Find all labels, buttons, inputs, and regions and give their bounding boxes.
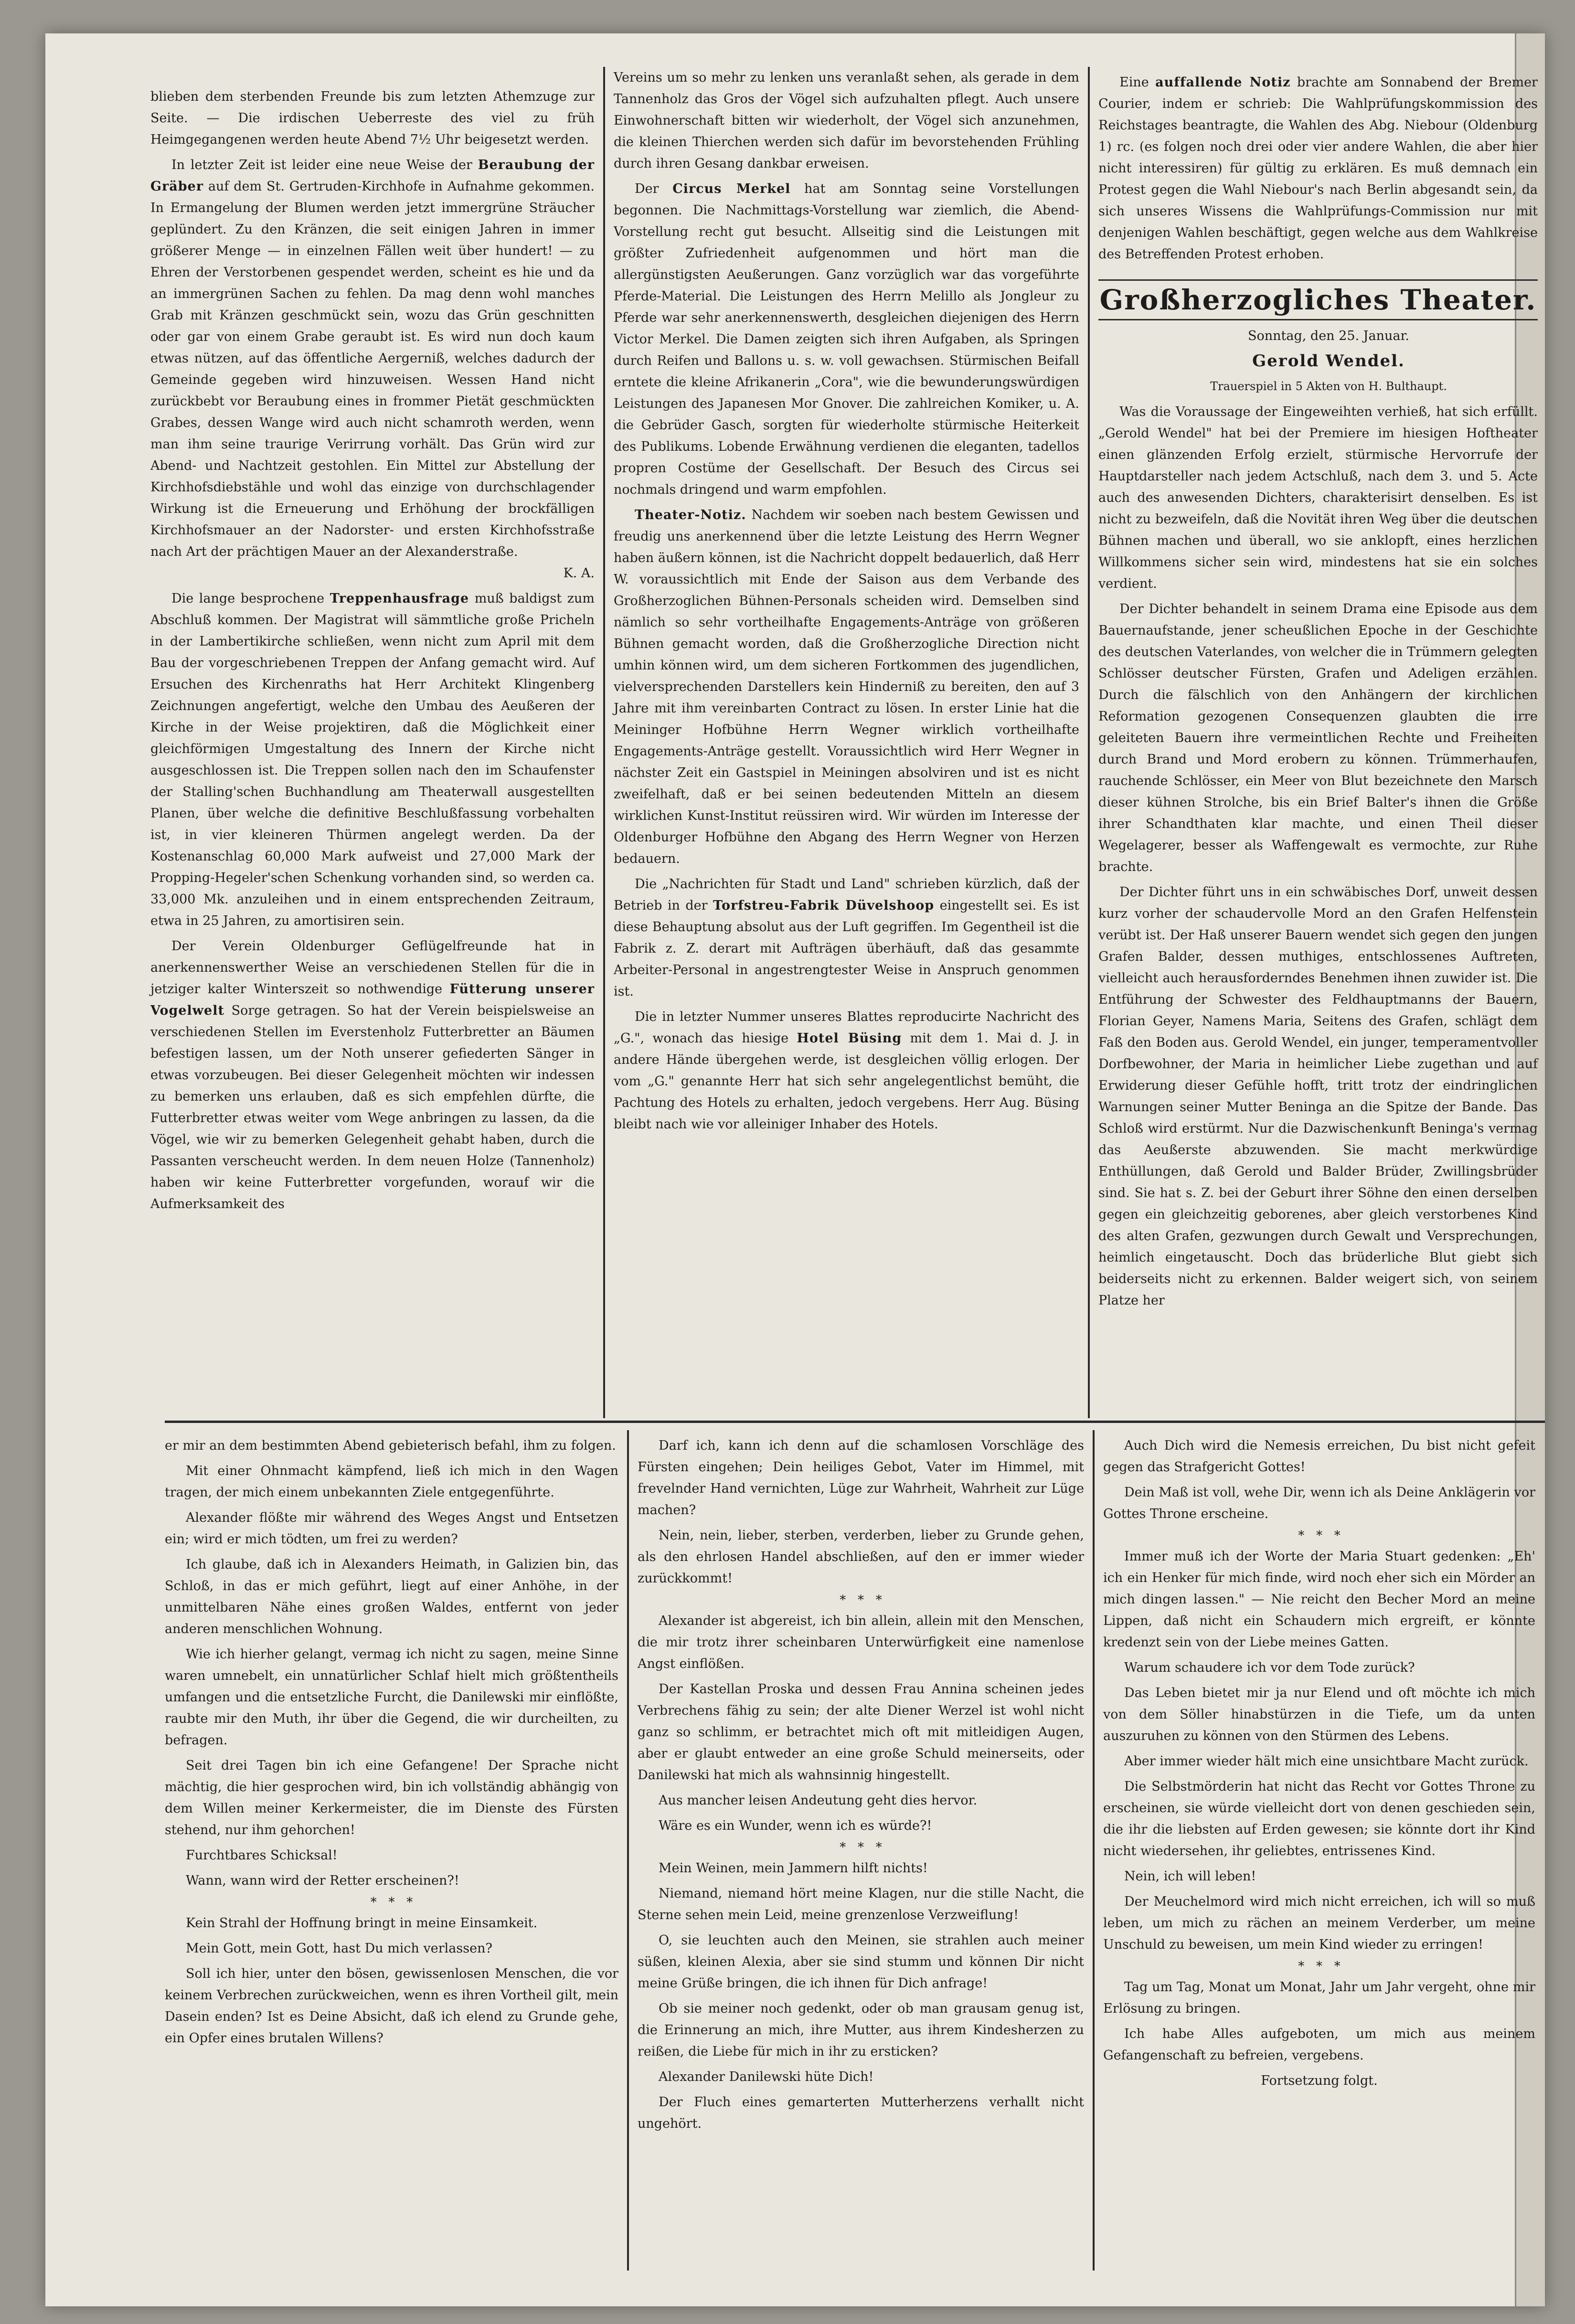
story-text: Ich glaube, daß ich in Alexanders Heimath, in Galizien bin, das Schloß, in das er mich geführt, liegt auf einer Anhöhe, in der unmittelbaren Nähe eines großen Waldes, entfernt von jeder anderen menschlichen Wohnung.: [165, 1557, 618, 1636]
article-text: Sorge getragen. So hat der Verein beispielsweise an verschiedenen Stellen im Everstenholz Futterbretter an Bäumen befestigen lassen, um der Noth unserer gefiederten Sänger in etwas vorzubeugen. Bei dieser Gelegenheit möchten wir indessen zu bemerken uns erlauben, daß es sich empfehlen dürfte, die Futterbretter etwas weiter vom Wege anbringen zu lassen, da die Vögel, wie wir zu bemerken Gelegenheit gehabt haben, durch die Passanten verscheucht werden. In dem neuen Holze (Tannenholz) haben wir keine Futterbretter vorgefunden, worauf wir die Aufmerksamkeit des: [150, 1003, 595, 1211]
story-text: Auch Dich wird die Nemesis erreichen, Du bist nicht gefeit gegen das Strafgericht Gottes!: [1103, 1438, 1535, 1475]
story-text: Darf ich, kann ich denn auf die schamlosen Vorschläge des Fürsten eingehen; Dein heiliges Gebot, Vater im Himmel, mit frevelnder Hand vernichten, Lüge zur Wahrheit, Wahrheit zur Lüge machen?: [638, 1438, 1084, 1517]
top-column-3: [1098, 72, 1538, 1315]
story-text: Mit einer Ohnmacht kämpfend, ließ ich mich in den Wagen tragen, der mich einem unbekannten Ziele entgegenführte.: [165, 1464, 618, 1500]
story-text: er mir an dem bestimmten Abend gebieterisch befahl, ihm zu folgen.: [165, 1438, 616, 1453]
story-text: Nein, nein, lieber, sterben, verderben, lieber zu Grunde gehen, als den ehrlosen Handel abschließen, auf den er immer wieder zurückkommt!: [638, 1528, 1084, 1586]
story-text: Aber immer wieder hält mich eine unsichtbare Macht zurück.: [1124, 1754, 1529, 1769]
play-genre: Trauerspiel in 5 Akten von H. Bulthaupt.: [1210, 380, 1447, 393]
article-headline: Treppenhausfrage: [330, 591, 469, 606]
review-text: Der Dichter behandelt in seinem Drama eine Episode aus dem Bauernaufstande, jener scheußlichen Epoche in der Geschichte des deutschen Vaterlandes, von welcher die in Trümmern gelegten Schlösser deutscher Fürsten, Grafen und Adeligen erzählen. Durch die fälschlich von den Anhängern der kirchlichen Reformation gezogenen Consequenzen glaubten die irre geleiteten Bauern ihre vermeintlichen Rechte und Freiheiten durch Brand und Mord erobern zu können. Trümmerhaufen, rauchende Schlösser, ein Meer von Blut bezeichnete den Marsch dieser kühnen Strolche, bis ein Brief Balter's ihnen die Größe ihrer Schandthaten klar machte, und einen Theil dieser Wegelagerer, besser als Waffengewalt es vermochte, zur Ruhe brachte.: [1098, 602, 1538, 874]
story-text: Der Fluch eines gemarterten Mutterherzens verhallt nicht ungehört.: [638, 2095, 1084, 2131]
story-text: Der Meuchelmord wird mich nicht erreichen, ich will so muß leben, um mich zu rächen an meinem Verderber, um meine Unschuld zu beweisen, um mein Kind wieder zu erringen!: [1103, 1894, 1535, 1952]
article-theatre-note: [614, 504, 1079, 870]
story-text: Alexander ist abgereist, ich bin allein, allein mit den Menschen, die mir trotz ihrer scheinbaren Unterwürfigkeit eine namenlose Angst einflößen.: [638, 1613, 1084, 1671]
article-hotel: [614, 1006, 1079, 1135]
article-text: Der Verein Oldenburger Geflügelfreunde hat in anerkennenswerther Weise an verschiedenen Stellen für die in jetziger kalter Winterszeit so nothwendige: [150, 939, 595, 997]
top-column-1: [150, 86, 595, 1219]
story-text: O, sie leuchten auch den Meinen, sie strahlen auch meiner süßen, kleinen Alexia, aber sie sind stumm und können Dir nicht meine Grüße bringen, die ich ihnen für Dich anfrage!: [638, 1933, 1084, 1991]
feuilleton-rule: [165, 1421, 1545, 1423]
asterism: * * *: [840, 1840, 882, 1855]
newspaper-page: [45, 33, 1545, 2306]
story-text: Aus mancher leisen Andeutung geht dies hervor.: [659, 1793, 978, 1808]
column-rule: [1088, 67, 1090, 1418]
asterism: * * *: [370, 1895, 413, 1910]
article-text: Eine: [1119, 75, 1149, 90]
author-signature: K. A.: [563, 566, 595, 581]
article-circus: [614, 178, 1079, 500]
article-text: Vereins um so mehr zu lenken uns veranlaßt sehen, als gerade in dem Tannenholz das Gros der Vögel sich aufzuhalten pflegt. Auch unsere Einwohnerschaft bitten wir wiederholt, der Vögel sich anzunehmen, die kleinen Thierchen werden sich dafür im bevorstehenden Frühling durch ihren Gesang dankbar erweisen.: [614, 70, 1079, 171]
bottom-column-1: [165, 1435, 618, 2053]
article-headline: Circus Merkel: [672, 181, 791, 196]
article-text: eingestellt sei. Es ist diese Behauptung absolut aus der Luft gegriffen. Im Gegentheil ist die Fabrik z. Z. derart mit Aufträgen überhäuft, daß das gesammte Arbeiter-Personal in angestrengtester Weise in Anspruch genommen ist.: [614, 898, 1079, 999]
article-headline: auffallende Notiz: [1155, 75, 1291, 90]
column-rule: [603, 67, 605, 1418]
article-text: auf dem St. Gertruden-Kirchhofe in Aufnahme gekommen. In Ermangelung der Blumen werden jetzt immergrüne Sträucher geplündert. Zu den Kränzen, die seit einigen Jahren in immer größerer Menge — in einzelnen Fällen weit über hundert! — zu Ehren der Verstorbenen gespendet werden, scheint es hie und da an immergrünen Sachen zu fehlen. Da mag denn wohl manches Grab mit Kränzen geschmückt sein, wozu das Grün geschnitten oder gar von einem Grabe geraubt ist. Es wird nun doch kaum etwas nützen, auf das öffentliche Aergerniß, welches dadurch der Gemeinde gegeben wird hinzuweisen. Wessen Hand nicht zurückbebt vor Beraubung eines in frommer Pietät geschmückten Grabes, dessen Wange wird auch nicht schamroth werden, wenn man ihm seine traurige Verirrung vorhält. Das Grün wird zur Abend- und Nachtzeit gestohlen. Ein Mittel zur Abstellung der Kirchhofsdiebstähle und wohl das einzige von durchschlagender Wirkung ist die Erneuerung und Erhöhung der brockfälligen Kirchhofsmauer an der Nadorster- und ersten Kirchhofsstraße nach Art der prächtigen Mauer an der Alexanderstraße.: [150, 179, 595, 559]
article-text: muß baldigst zum Abschluß kommen. Der Magistrat will sämmtliche große Pricheln in der Lambertikirche schließen, wenn nicht zum April mit dem Bau der vorgeschriebenen Treppen der Anfang gemacht wird. Auf Ersuchen des Kirchenraths hat Herr Architekt Klingenberg Zeichnungen angefertigt, welche den Umbau des Aeußeren der Kirche in der Weise projektiren, daß die Möglichkeit einer gleichförmigen Umgestaltung des Innern der Kirche nicht ausgeschlossen ist. Die Treppen sollen nach den im Schaufenster der Stalling'schen Buchhandlung am Theaterwall ausgestellten Planen, über welche die definitive Beschlußfassung vorbehalten ist, in vier kleineren Thürmen angelegt werden. Da der Kostenanschlag 60,000 Mark aufweist und 27,000 Mark der Propping-Hegeler'schen Schenkung vorhanden sind, so werden ca. 33,000 Mk. anzuleihen und in einem entsprechenden Zeitraum, etwa in 25 Jahren, zu amortisiren sein.: [150, 591, 595, 928]
story-text: Alexander flößte mir während des Weges Angst und Entsetzen ein; wird er mich tödten, um frei zu werden?: [165, 1510, 618, 1547]
column-rule: [1093, 1430, 1095, 2271]
story-text: Das Leben bietet mir ja nur Elend und oft möchte ich mich von dem Söller hinabstürzen in die Tiefe, um da unten auszuruhen zu können von den Stürmen des Lebens.: [1103, 1686, 1535, 1743]
review-text: Was die Voraussage der Eingeweihten verhieß, hat sich erfüllt. „Gerold Wendel" hat bei der Premiere im hiesigen Hoftheater einen glänzenden Erfolg erzielt, stürmische Hervorrufe der Hauptdarsteller nach jedem Actschluß, nach dem 3. und 5. Acte auch des anwesenden Dichters, charakterisirt denselben. Es ist nicht zu bezweifeln, daß die Novität ihren Weg über die deutschen Bühnen machen und überall, wo sie anklopft, eines herzlichen Willkommens sicher sein wird, mindestens hat sie ein solches verdient.: [1098, 404, 1538, 591]
article-stairs: [150, 588, 595, 932]
story-text: Immer muß ich der Worte der Maria Stuart gedenken: „Eh' ich ein Henker für mich finde, wird noch eher sich ein Mörder an mich dingen lassen." — Nie reicht den Becher Mord an meine Lippen, daß nicht ein Schaudern mich ergreift, er könnte kredenzt sein von der Liebe meines Gatten.: [1103, 1549, 1535, 1650]
article-headline: Hotel Büsing: [797, 1031, 902, 1046]
story-text: Mein Gott, mein Gott, hast Du mich verlassen?: [186, 1941, 492, 1956]
story-text: Wann, wann wird der Retter erscheinen?!: [186, 1873, 459, 1888]
article-birds: [150, 935, 595, 1215]
article-text: blieben dem sterbenden Freunde bis zum letzten Athemzuge zur Seite. — Die irdischen Ueberreste des viel zu früh Heimgegangenen werden heute Abend 7½ Uhr beigesetzt werden.: [150, 89, 595, 147]
article-peat-factory: [614, 873, 1079, 1002]
bottom-column-3: [1103, 1435, 1535, 2095]
story-text: Ich habe Alles aufgeboten, um mich aus meinem Gefangenschaft zu befreien, vergebens.: [1103, 2027, 1535, 2063]
story-text: Die Selbstmörderin hat nicht das Recht vor Gottes Throne zu erscheinen, sie würde vielleicht dort von denen geschieden sein, die ihr die liebsten auf Erden gewesen; sie könnte dort ihr Kind nicht wiedersehen, ihr geliebtes, entrissenes Kind.: [1103, 1779, 1535, 1858]
article-text: hat am Sonntag seine Vorstellungen begonnen. Die Nachmittags-Vorstellung war ziemlich, die Abend-Vorstellung recht gut besucht. Allseitig sind die Leistungen mit größter Zufriedenheit aufgenommen und hört man die allergünstigsten Aeußerungen. Ganz vorzüglich war das vorgeführte Pferde-Material. Die Leistungen des Herrn Melillo als Jongleur zu Pferde war sehr anerkennenswerth, desgleichen diejenigen des Herrn Victor Merkel. Die Damen zeigten sich ihren Aufgaben, als Springen durch Reifen und Ballons u. s. w. voll gewachsen. Stürmischen Beifall erntete die kleine Afrikanerin „Cora", wie die bewunderungswürdigen Leistungen des Japanesen Mor Gnover. Die zahlreichen Komiker, u. A. die Gebrüder Gasch, sorgten für wiederholte stürmische Heiterkeit des Publikums. Lobende Erwähnung verdienen die eleganten, tadellos propren Costüme der Gesellschaft. Der Besuch des Circus sei nochmals dringend und warm empfohlen.: [614, 181, 1079, 497]
play-title: Gerold Wendel.: [1252, 351, 1405, 371]
theatre-section-title: Großherzogliches Theater.: [1098, 279, 1538, 320]
continuation-note: Fortsetzung folgt.: [1261, 2073, 1378, 2088]
article-text: Die in letzter Nummer unseres Blattes reproducirte Nachricht des „G.", wonach das hiesige: [614, 1009, 1079, 1046]
story-text: Wäre es ein Wunder, wenn ich es würde?!: [659, 1818, 932, 1833]
article-text: Der: [635, 181, 659, 196]
review-text: Der Dichter führt uns in ein schwäbisches Dorf, unweit dessen kurz vorher der schaudervolle Mord an den Grafen Helfenstein verübt ist. Der Haß unserer Bauern wendet sich gegen den jungen Grafen Balder, dessen muthiges, entschlossenes Auftreten, vielleicht auch herausforderndes Benehmen ihnen zuwider ist. Die Entführung der Schwester des Feldhauptmanns der Bauern, Florian Geyer, Namens Maria, Seitens des Grafen, schlägt dem Faß den Boden aus. Gerold Wendel, ein junger, temperamentvoller Dorfbewohner, der Maria in heimlicher Liebe zugethan und auf Erwiderung dieser Gefühle hofft, tritt trotz der eindringlichen Warnungen seiner Mutter Beninga an die Spitze der Bande. Das Schloß wird erstürmt. Nur die Dazwischenkunft Beninga's vermag das Aeußerste abzuwenden. Sie macht merkwürdige Enthüllungen, daß Gerold und Balder Brüder, Zwillingsbrüder sind. Sie hat s. Z. bei der Geburt ihrer Söhne den einen derselben gegen ein gleichzeitig geborenes, aber gleich verstorbenes Kind des alten Grafen, gezwungen durch Gewalt und Versprechungen, heimlich eingetauscht. Doch das brüderliche Blut giebt sich beiderseits nicht zu erkennen. Balder weigert sich, von seinem Platze her: [1098, 885, 1538, 1308]
story-text: Mein Weinen, mein Jammern hilft nichts!: [659, 1861, 928, 1876]
performance-date: Sonntag, den 25. Januar.: [1247, 329, 1409, 343]
story-text: Seit drei Tagen bin ich eine Gefangene! Der Sprache nicht mächtig, die hier gesprochen wird, bin ich vollständig abhängig von dem Willen meiner Kerkermeister, die im Dienste des Fürsten stehend, nur ihm gehorchen!: [165, 1758, 618, 1837]
bottom-column-2: [638, 1435, 1084, 2138]
column-rule: [627, 1430, 629, 2271]
story-text: Kein Strahl der Hoffnung bringt in meine Einsamkeit.: [186, 1916, 538, 1931]
article-headline: Beraubung der Gräber: [150, 158, 595, 194]
story-text: Nein, ich will leben!: [1124, 1869, 1256, 1884]
story-text: Ob sie meiner noch gedenkt, oder ob man grausam genug ist, die Erinnerung an mich, ihre Mutter, aus ihrem Kindesherzen zu reißen, die Liebe für mich in ihr zu ersticken?: [638, 2001, 1084, 2059]
article-text: Die lange besprochene: [171, 591, 325, 606]
asterism: * * *: [1298, 1959, 1341, 1974]
story-text: Soll ich hier, unter den bösen, gewissenlosen Menschen, die vor keinem Verbrechen zurückweichen, wenn es ihren Vortheil gilt, mein Dasein enden? Ist es Deine Absicht, daß ich elend zu Grunde gehe, ein Opfer eines brutalen Willens?: [165, 1966, 618, 2046]
story-text: Warum schaudere ich vor dem Tode zurück?: [1124, 1660, 1415, 1675]
story-text: Der Kastellan Proska und dessen Frau Annina scheinen jedes Verbrechens fähig zu sein; der alte Diener Werzel ist wohl nicht ganz so schlimm, er betrachtet mich oft mit mitleidigen Augen, aber er glaubt entweder an eine große Schuld meinerseits, oder Danilewski hat mich als wahnsinnig hingestellt.: [638, 1682, 1084, 1783]
story-text: Wie ich hierher gelangt, vermag ich nicht zu sagen, meine Sinne waren umnebelt, ein unnatürlicher Schlaf hielt mich größtentheils umfangen und die entsetzliche Furcht, die Danilewski mir einflößte, raubte mir den Muth, ihr über die Gegend, die wir durcheilten, zu befragen.: [165, 1647, 618, 1748]
story-text: Furchtbares Schicksal!: [186, 1848, 338, 1863]
article-headline: Theater-Notiz.: [635, 508, 746, 522]
article-text: Nachdem wir soeben nach bestem Gewissen und freudig uns anerkennend über die letzte Leistung des Herrn Wegner haben äußern können, ist die Nachricht doppelt bedauerlich, daß Herr W. voraussichtlich mit Ende der Saison aus dem Verbande des Großherzoglichen Bühnen-Personals scheiden wird. Demselben sind nämlich so sehr vortheilhafte Engagements-Anträge von größeren Bühnen gemacht worden, daß die Großherzogliche Direction nicht umhin können wird, um dem sicheren Fortkommen des jugendlichen, vielversprechenden Darstellers kein Hinderniß zu bereiten, den auf 3 Jahre mit ihm vereinbarten Contract zu lösen. In erster Linie hat die Meininger Hofbühne Herrn Wegner wirklich vortheilhafte Engagements-Anträge gestellt. Voraussichtlich wird Herr Wegner in nächster Zeit ein Gastspiel in Meiningen absolviren und ist es nicht zweifelhaft, daß er bei seinen bedeutenden Mitteln an diesem wirklichen Kunst-Institut reüssiren wird. Wir würden im Interesse der Oldenburger Hofbühne den Abgang des Herrn Wegner von Herzen bedauern.: [614, 508, 1079, 866]
story-text: Niemand, niemand hört meine Klagen, nur die stille Nacht, die Sterne sehen mein Leid, meine grenzenlose Verzweiflung!: [638, 1886, 1084, 1922]
article-graves: [150, 154, 595, 584]
article-text: mit dem 1. Mai d. J. in andere Hände übergehen werde, ist desgleichen völlig erlogen. Der vom „G." genannte Herr hat sich sehr angelegentlichst bemüht, die Pachtung des Hotels zu erhalten, jedoch vergebens. Herr Aug. Büsing bleibt nach wie vor alleiniger Inhaber des Hotels.: [614, 1031, 1079, 1132]
story-text: Dein Maß ist voll, wehe Dir, wenn ich als Deine Anklägerin vor Gottes Throne erscheine.: [1103, 1485, 1535, 1521]
asterism: * * *: [840, 1593, 882, 1607]
article-notice: [1098, 72, 1538, 265]
story-text: Alexander Danilewski hüte Dich!: [659, 2069, 874, 2084]
article-headline: Torfstreu-Fabrik Düvelshoop: [713, 898, 935, 913]
article-text: Die „Nachrichten für Stadt und Land" schrieben kürzlich, daß der Betrieb in der: [614, 877, 1079, 913]
article-headline: Fütterung unserer Vogelwelt: [150, 982, 595, 1018]
article-text: In letzter Zeit ist leider eine neue Weise der: [171, 158, 472, 172]
top-column-2: [614, 67, 1079, 1139]
article-text: brachte am Sonnabend der Bremer Courier, indem er schrieb: Die Wahlprüfungskommission des Reichstages beantragte, die Wahlen des Abg. Niebour (Oldenburg 1) rc. (es folgen noch drei oder vier andere Wahlen, die aber hier nicht interessiren) für gültig zu erklären. Es muß demnach ein Protest gegen die Wahl Niebour's nach Berlin abgesandt sein, da sich unseres Wissens die Wahlprüfungs-Commission nur mit denjenigen Wahlen beschäftigt, gegen welche aus dem Wahlkreise des Betreffenden Protest erhoben.: [1098, 75, 1538, 262]
asterism: * * *: [1298, 1528, 1341, 1543]
story-text: Tag um Tag, Monat um Monat, Jahr um Jahr vergeht, ohne mir Erlösung zu bringen.: [1103, 1980, 1535, 2016]
